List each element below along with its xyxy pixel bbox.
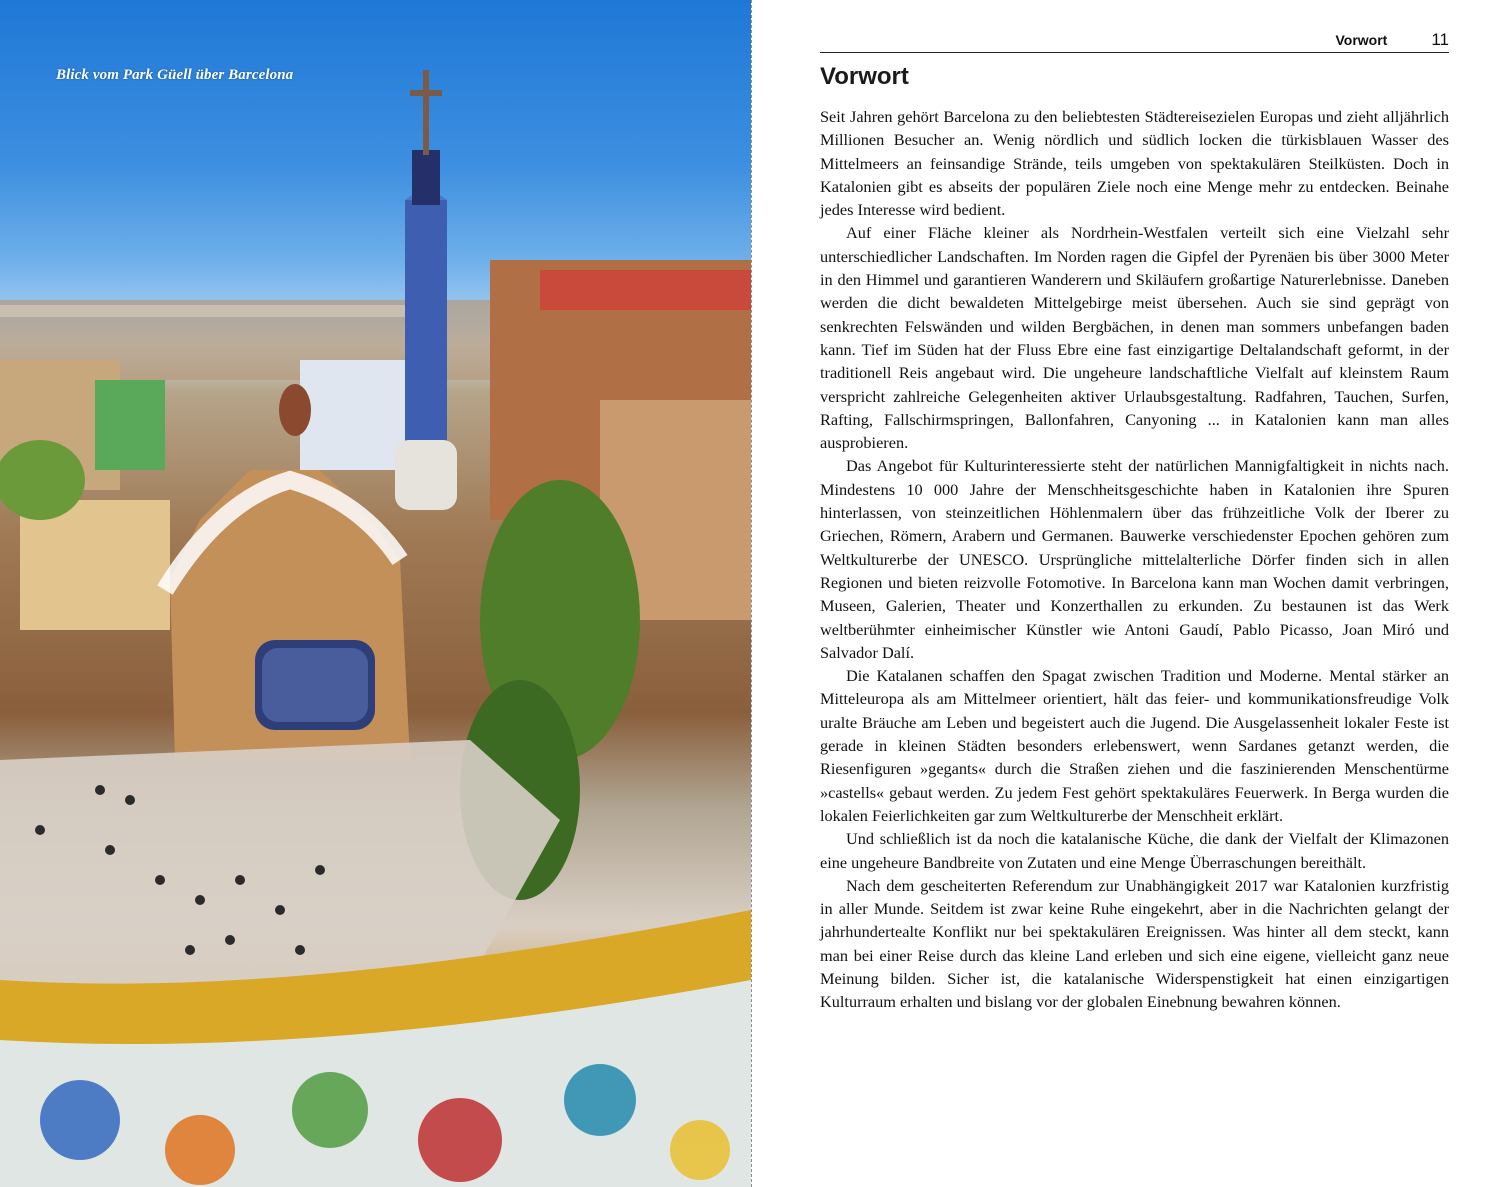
body-text [820, 105, 1449, 1014]
paragraph: Auf einer Fläche kleiner als Nordrhein-Westfalen verteilt sich eine Vielzahl sehr unterschiedlicher Landschaften. Im Norden ragen die Gipfel der Pyrenäen bis über 3000 Meter in den Himmel und garantieren Wanderern und Skiläufern großartige Naturerlebnisse. Daneben werden die dicht bewaldeten Mittelgebirge meist übersehen. Auch sie sind geprägt von senkrechten Felswänden und wilden Bergbächen, in denen man sommers unbefangen baden kann. Tief im Süden hat der Fluss Ebre eine fast einzigartige Deltalandschaft geformt, in der traditionell Reis angebaut wird. Die ungeheure landschaftliche Vielfalt auf kleinstem Raum verspricht zahlreiche Gelegenheiten aktiver Urlaubsgestaltung. Radfahren, Tauchen, Surfen, Rafting, Fallschirmspringen, Ballonfahren, Canyoning ... in Katalonien kann man alles ausprobieren. [820, 223, 1449, 453]
paragraph: Und schließlich ist da noch die katalanische Küche, die dank der Vielfalt der Klimazonen eine ungeheure Bandbreite von Zutaten und eine Menge Überraschungen bereithält. [820, 829, 1449, 872]
text-page [820, 30, 1449, 1014]
page-number: 11 [1431, 30, 1449, 49]
paragraph: Das Angebot für Kulturinteressierte steht der natürlichen Mannigfaltigkeit in nichts nach. Mindestens 10 000 Jahre der Menschheitsgeschichte haben in Katalonien ihre Spuren hinterlassen, von steinzeitlichen Höhlenmalern über das frühzeitliche Volk der Iberer zu Griechen, Römern, Arabern und Germanen. Bauwerke verschiedenster Epochen gehören zum Weltkulturerbe der UNESCO. Ursprüngliche mittelalterliche Dörfer finden sich in allen Regionen und bieten reizvolle Fotomotive. In Barcelona kann man Wochen damit verbringen, Museen, Galerien, Theater und Konzerthallen zu erkunden. Zu bestaunen ist das Werk weltberühmter einheimischer Künstler wie Antoni Gaudí, Pablo Picasso, Joan Miró und Salvador Dalí. [820, 456, 1449, 662]
photo-caption: Blick vom Park Güell über Barcelona [56, 67, 294, 83]
paragraph: Die Katalanen schaffen den Spagat zwischen Tradition und Moderne. Mental stärker an Mitteleuropa als am Mittelmeer orientiert, hält das feier- und kommunikationsfreudige Volk uralte Bräuche am Leben und begeistert auch die Jugend. Die Ausgelassenheit lokaler Feste ist gerade in kleinen Städten besonders erlebenswert, wenn Sardanes getanzt werden, die Riesenfiguren »gegants« durch die Straßen ziehen und die faszinierenden Menschentürme »castells« gebaut werden. Zu jedem Fest gehört spektakuläres Feuerwerk. In Berga wurden die lokalen Feierlichkeiten gar zum Weltkulturerbe der Menschheit erklärt. [820, 666, 1449, 825]
running-head [820, 30, 1449, 53]
paragraph: Nach dem gescheiterten Referendum zur Unabhängigkeit 2017 war Katalonien kurzfristig in aller Munde. Seitdem ist zwar keine Ruhe eingekehrt, aber in die Nachrichten gelangt der jahrhundertealte Konflikt nur bei spektakulären Ereignissen. Was hinter all dem steckt, kann man bei einer Reise durch das kleine Land erleben und sich eine eigene, vielleicht ganz neue Meinung bilden. Sicher ist, die katalanische Widerspenstigkeit hat einen einzigartigen Kulturraum erhalten und bislang vor der globalen Einebnung bewahren können. [820, 875, 1449, 1012]
page-gutter [751, 0, 752, 1187]
chapter-title: Vorwort [820, 63, 909, 90]
running-head-title: Vorwort [1335, 32, 1388, 48]
paragraph: Seit Jahren gehört Barcelona zu den beliebtesten Städtereisezielen Europas und zieht alljährlich Millionen Besucher an. Wenig nördlich und südlich locken die türkisblauen Wasser des Mittelmeers an feinsandige Strände, teils umgeben von spektakulären Steilküsten. Doch in Katalonien gibt es abseits der populären Ziele noch eine Menge mehr zu entdecken. Beinahe jedes Interesse wird bedient. [820, 107, 1449, 220]
